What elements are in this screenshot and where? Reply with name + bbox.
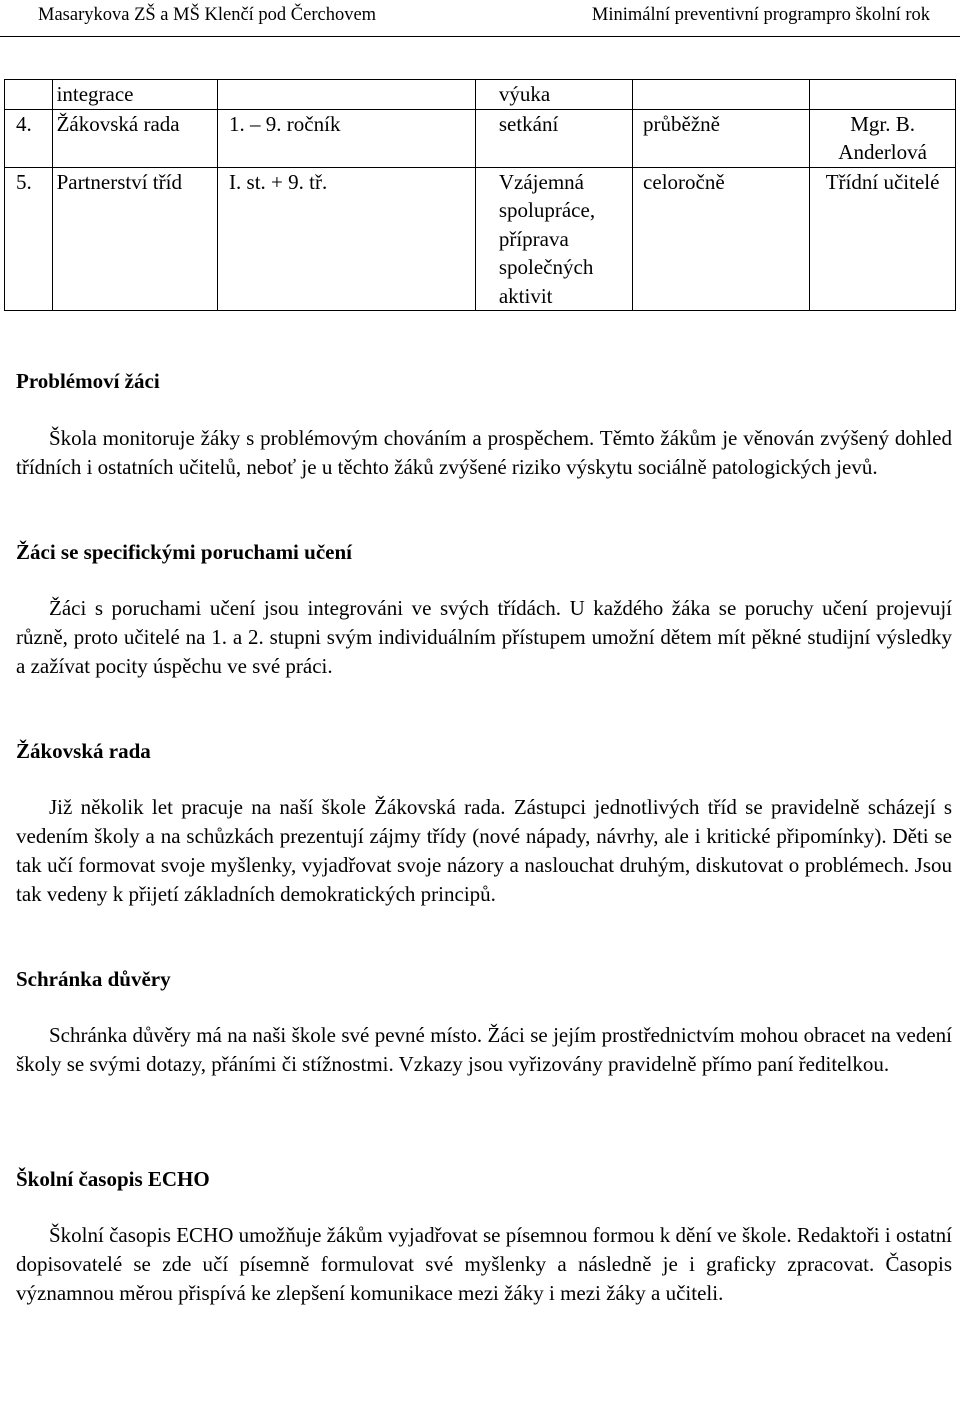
section-paragraph: Školní časopis ECHO umožňuje žákům vyjadřovat se písemnou formou k dění ve škole. Redaktoři i ostatní dopisovatelé se zde učí písemně formulovat své myšlenky a následně je i graficky zpracovat. Časopis významnou měrou přispívá ke zlepšení komunikace mezi žáky i mezi žáky a učiteli. bbox=[16, 1223, 952, 1305]
activities-table bbox=[4, 79, 956, 311]
section-heading: Školní časopis ECHO bbox=[16, 1167, 210, 1191]
table-cell-responsible: Mgr. B. Anderlová bbox=[810, 109, 956, 167]
section-trust-box bbox=[16, 964, 952, 1079]
section-problem-pupils bbox=[16, 366, 952, 482]
table-cell-activity: Partnerství tříd bbox=[52, 167, 217, 311]
section-paragraph: Škola monitoruje žáky s problémovým chováním a prospěchem. Těmto žákům je věnován zvýšený dohled třídních i ostatních učitelů, neboť je u těchto žáků zvýšené riziko výskytu sociálně patologických jevů. bbox=[16, 426, 952, 479]
table-cell-grade: 1. – 9. ročník bbox=[218, 109, 476, 167]
section-heading: Žáci se specifickými poruchami učení bbox=[16, 540, 352, 564]
table-cell-form: výuka bbox=[475, 80, 632, 110]
section-heading: Schránka důvěry bbox=[16, 967, 171, 991]
section-student-council bbox=[16, 736, 952, 909]
section-paragraph: Žáci s poruchami učení jsou integrováni ve svých třídách. U každého žáka se poruchy učení projevují různě, proto učitelé na 1. a 2. stupni svým individuálním přístupem umožní dětem mít pěkné studijní výsledky a zažívat pocity úspěchu ve své práci. bbox=[16, 596, 952, 678]
table-cell-responsible: Třídní učitelé bbox=[810, 167, 956, 311]
table-cell-when bbox=[633, 80, 810, 110]
table-row bbox=[5, 109, 956, 167]
table-cell-number: 5. bbox=[5, 167, 53, 311]
table-cell-activity: integrace bbox=[52, 80, 217, 110]
table-cell-responsible bbox=[810, 80, 956, 110]
section-paragraph: Již několik let pracuje na naší škole Žákovská rada. Zástupci jednotlivých tříd se pravidelně scházejí s vedením školy a na schůzkách prezentují zájmy třídy (nové nápady, návrhy, ale i kritické připomínky). Děti se tak učí formovat svoje myšlenky, vyjadřovat svoje názory a naslouchat druhým, diskutovat o problémech. Jsou tak vedeny k přijetí základních demokratických principů. bbox=[16, 795, 952, 906]
section-school-magazine bbox=[16, 1164, 952, 1308]
table-row bbox=[5, 80, 956, 110]
header-divider bbox=[0, 36, 960, 37]
table-cell-number bbox=[5, 80, 53, 110]
table-cell-number: 4. bbox=[5, 109, 53, 167]
table-cell-form: Vzájemná spolupráce, příprava společných aktivit bbox=[475, 167, 632, 311]
header-school-name: Masarykova ZŠ a MŠ Klenčí pod Čerchovem bbox=[38, 5, 377, 25]
section-paragraph: Schránka důvěry má na naši škole své pevné místo. Žáci se jejím prostřednictvím mohou obracet na vedení školy se svými dotazy, přáními či stížnostmi. Vzkazy jsou vyřizovány pravidelně přímo paní ředitelkou. bbox=[16, 1023, 952, 1076]
table-row bbox=[5, 167, 956, 311]
table-cell-when: celoročně bbox=[633, 167, 810, 311]
section-heading: Problémoví žáci bbox=[16, 369, 160, 393]
table-cell-when: průběžně bbox=[633, 109, 810, 167]
header-program-title: Minimální preventivní programpro školní rok bbox=[591, 5, 930, 25]
table-cell-grade bbox=[218, 80, 476, 110]
document-body bbox=[16, 366, 952, 1308]
table-cell-form: setkání bbox=[475, 109, 632, 167]
section-learning-disorders bbox=[16, 537, 952, 681]
page-header bbox=[38, 2, 930, 30]
section-heading: Žákovská rada bbox=[16, 739, 151, 763]
table-cell-activity: Žákovská rada bbox=[52, 109, 217, 167]
table-cell-grade: I. st. + 9. tř. bbox=[218, 167, 476, 311]
